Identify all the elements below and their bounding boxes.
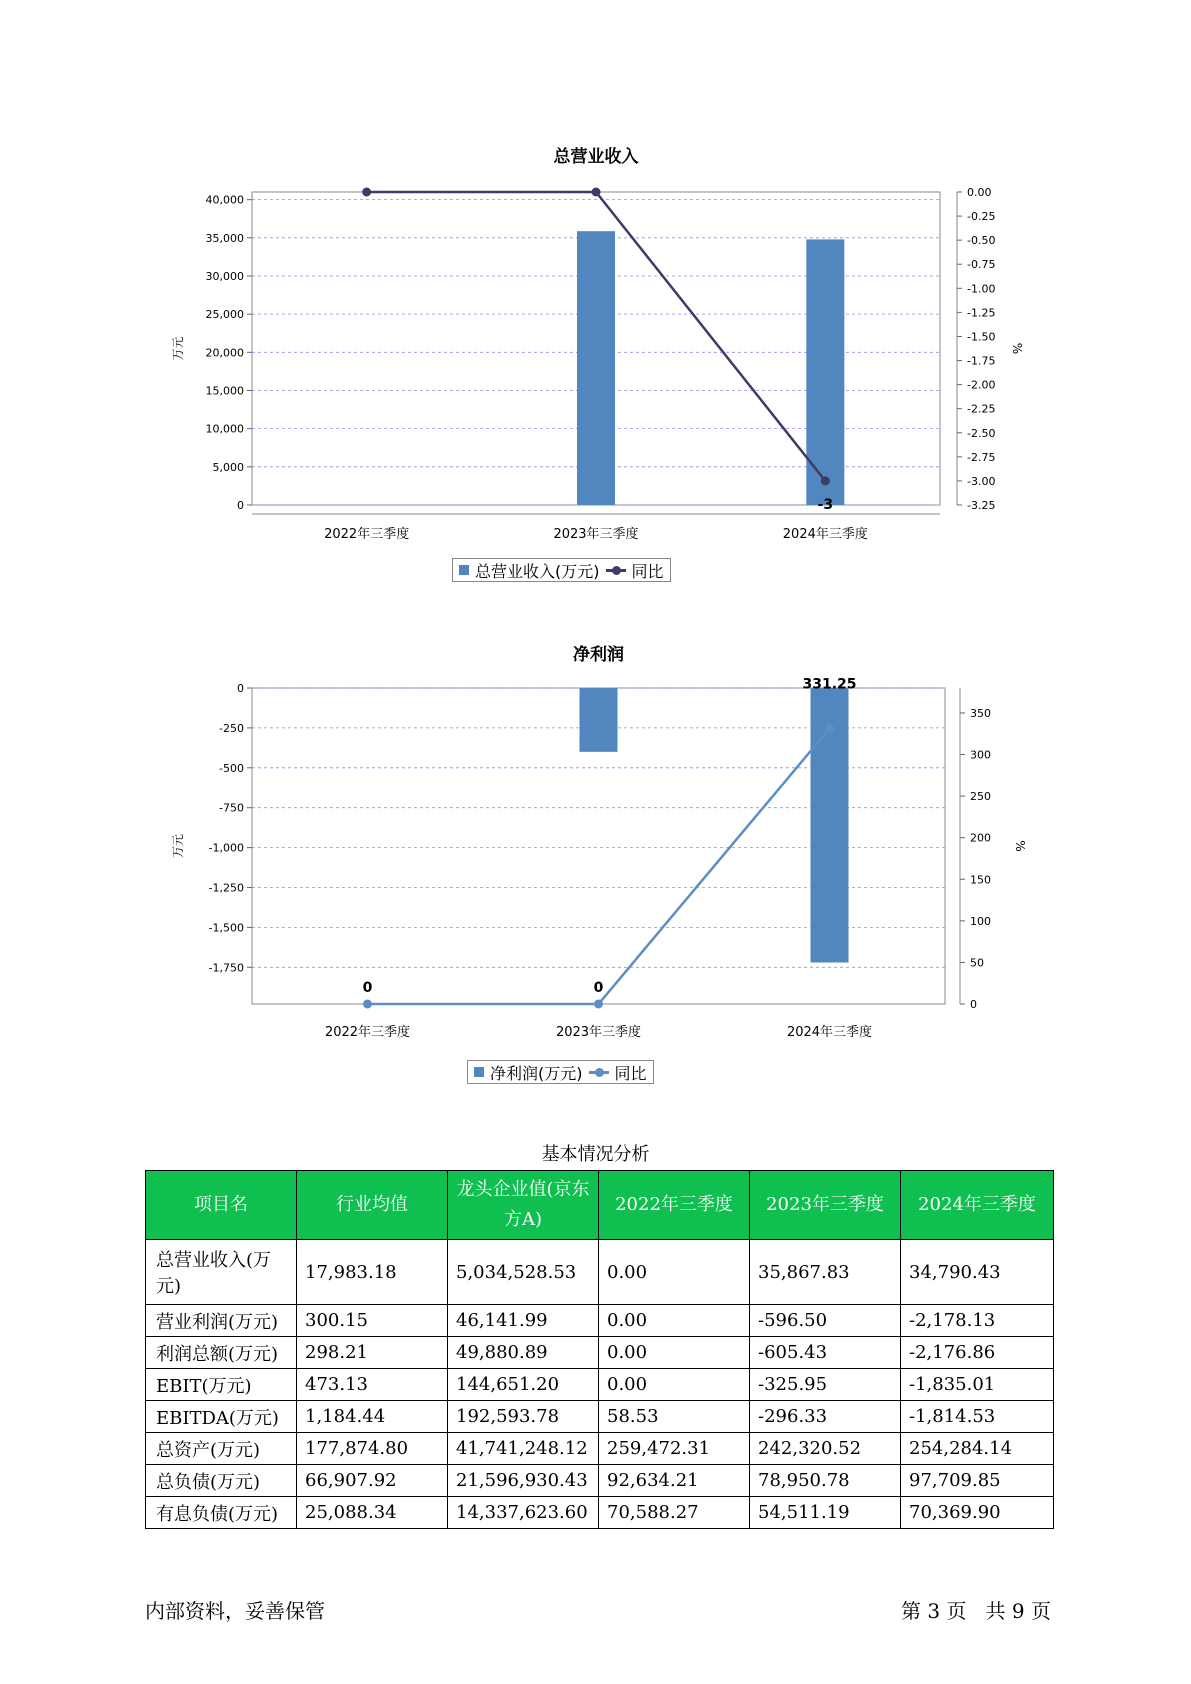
y2-axis-label: % <box>1013 840 1027 852</box>
data-label: -3 <box>817 496 834 513</box>
row-label-cell: 营业利润(万元) <box>146 1305 297 1337</box>
value-cell: 70,588.27 <box>599 1497 750 1529</box>
value-cell: 58.53 <box>599 1401 750 1433</box>
y2-tick-label: -2.25 <box>967 402 996 416</box>
y2-tick-label: -3.25 <box>967 499 996 512</box>
revenue-chart <box>170 140 1030 600</box>
y-tick-label: -1,750 <box>208 961 244 975</box>
value-cell: 1,184.44 <box>297 1401 448 1433</box>
y-tick-label: -500 <box>219 761 244 775</box>
table-row <box>146 1369 1054 1401</box>
y2-tick-label: -0.25 <box>967 210 996 224</box>
row-label-cell: 总资产(万元) <box>146 1433 297 1465</box>
value-cell: 49,880.89 <box>448 1337 599 1369</box>
value-cell: 298.21 <box>297 1337 448 1369</box>
value-cell: 0.00 <box>599 1305 750 1337</box>
value-cell: 70,369.90 <box>901 1497 1054 1529</box>
y2-axis-label: % <box>1010 342 1024 355</box>
table-caption: 基本情况分析 <box>541 1144 650 1165</box>
value-cell: 35,867.83 <box>750 1240 901 1305</box>
x-tick-label: 2022年三季度 <box>324 1025 411 1040</box>
y-tick-label: 20,000 <box>205 346 244 360</box>
y2-tick-label: -3.00 <box>967 474 996 488</box>
y-tick-label: -1,000 <box>208 841 244 855</box>
value-cell: 192,593.78 <box>448 1401 599 1433</box>
y-tick-label: -1,500 <box>208 921 244 935</box>
y2-tick-label: 50 <box>970 956 984 970</box>
value-cell: -2,176.86 <box>901 1337 1054 1369</box>
value-cell: 97,709.85 <box>901 1465 1054 1497</box>
value-cell: -296.33 <box>750 1401 901 1433</box>
legend-line-label: 同比 <box>631 561 664 581</box>
y-tick-label: 0 <box>237 499 244 512</box>
value-cell: 144,651.20 <box>448 1369 599 1401</box>
table-row <box>146 1465 1054 1497</box>
chart-title: 总营业收入 <box>553 147 639 167</box>
value-cell: 54,511.19 <box>750 1497 901 1529</box>
table-header-row <box>146 1171 1054 1240</box>
y-tick-label: 15,000 <box>205 384 244 398</box>
yoy-point <box>821 476 830 485</box>
y-tick-label: 0 <box>237 682 244 695</box>
value-cell: 78,950.78 <box>750 1465 901 1497</box>
footer-confidential: 内部资料，妥善保管 <box>145 1599 325 1623</box>
y2-tick-label: 350 <box>970 706 991 720</box>
data-label: 331.25 <box>802 676 857 693</box>
y-tick-label: 25,000 <box>205 308 244 322</box>
value-cell: 25,088.34 <box>297 1497 448 1529</box>
profit-legend <box>467 1060 654 1084</box>
profit-chart-svg <box>170 638 1030 1098</box>
revenue-chart-svg <box>170 140 1030 600</box>
value-cell: 254,284.14 <box>901 1433 1054 1465</box>
x-tick-label: 2023年三季度 <box>553 527 639 542</box>
value-cell: -596.50 <box>750 1305 901 1337</box>
header-cell: 2022年三季度 <box>599 1171 750 1240</box>
y2-tick-label: 0 <box>970 998 977 1011</box>
row-label-cell: EBIT(万元) <box>146 1369 297 1401</box>
y-tick-label: -750 <box>219 801 244 815</box>
y-axis-label: 万元 <box>171 336 185 361</box>
yoy-point <box>592 188 601 197</box>
table-row <box>146 1305 1054 1337</box>
value-cell: 17,983.18 <box>297 1240 448 1305</box>
y-tick-label: -250 <box>219 721 244 735</box>
value-cell: -325.95 <box>750 1369 901 1401</box>
value-cell: 5,034,528.53 <box>448 1240 599 1305</box>
row-label-cell: 总营业收入(万元) <box>146 1240 297 1305</box>
y2-tick-label: 250 <box>970 790 991 804</box>
y2-tick-label: 200 <box>970 831 991 845</box>
y-tick-label: 30,000 <box>205 269 244 283</box>
table-row <box>146 1401 1054 1433</box>
y-axis-label: 万元 <box>171 833 185 859</box>
legend-bar-swatch <box>459 565 469 575</box>
y-tick-label: 10,000 <box>205 422 244 436</box>
legend-bar-label: 总营业收入(万元) <box>475 561 600 581</box>
data-label: 0 <box>362 980 373 996</box>
y2-tick-label: -2.00 <box>967 378 996 392</box>
revenue-legend <box>452 558 671 582</box>
y2-tick-label: 150 <box>970 873 991 887</box>
y-tick-label: -1,250 <box>208 881 244 895</box>
value-cell: 92,634.21 <box>599 1465 750 1497</box>
y-tick-label: 40,000 <box>205 193 244 207</box>
legend-line-swatch <box>606 569 626 572</box>
data-label: 0 <box>593 980 604 996</box>
y-tick-label: 5,000 <box>212 460 244 474</box>
row-label-cell: 有息负债(万元) <box>146 1497 297 1529</box>
y2-tick-label: -2.75 <box>967 450 996 464</box>
table-row <box>146 1433 1054 1465</box>
x-tick-label: 2024年三季度 <box>786 1025 873 1040</box>
y2-tick-label: 300 <box>970 748 991 762</box>
yoy-point <box>825 724 834 733</box>
value-cell: -2,178.13 <box>901 1305 1054 1337</box>
value-cell: 21,596,930.43 <box>448 1465 599 1497</box>
y2-tick-label: -1.00 <box>967 282 996 296</box>
yoy-point <box>362 188 371 197</box>
y2-tick-label: 0.00 <box>967 186 992 199</box>
value-cell: 14,337,623.60 <box>448 1497 599 1529</box>
header-cell: 龙头企业值(京东方A) <box>448 1171 599 1240</box>
value-cell: 473.13 <box>297 1369 448 1401</box>
value-cell: -1,835.01 <box>901 1369 1054 1401</box>
row-label-cell: 总负债(万元) <box>146 1465 297 1497</box>
value-cell: 300.15 <box>297 1305 448 1337</box>
basic-analysis-table <box>145 1170 1054 1529</box>
y2-tick-label: -0.75 <box>967 258 996 272</box>
x-tick-label: 2022年三季度 <box>324 527 410 542</box>
value-cell: -1,814.53 <box>901 1401 1054 1433</box>
table-row <box>146 1497 1054 1529</box>
header-cell: 项目名 <box>146 1171 297 1240</box>
row-label-cell: 利润总额(万元) <box>146 1337 297 1369</box>
y2-tick-label: 100 <box>970 914 991 928</box>
table-row <box>146 1240 1054 1305</box>
legend-bar-label: 净利润(万元) <box>490 1063 583 1083</box>
value-cell: 66,907.92 <box>297 1465 448 1497</box>
legend-bar-swatch <box>474 1067 484 1077</box>
legend-line-label: 同比 <box>614 1063 647 1083</box>
y-tick-label: 35,000 <box>205 231 244 245</box>
table-row <box>146 1337 1054 1369</box>
value-cell: 0.00 <box>599 1337 750 1369</box>
bar <box>580 688 618 752</box>
legend-line-swatch <box>589 1071 609 1074</box>
y2-tick-label: -1.25 <box>967 306 996 320</box>
yoy-point <box>594 1000 603 1009</box>
profit-chart <box>170 638 1030 1098</box>
bar <box>577 231 615 505</box>
value-cell: 259,472.31 <box>599 1433 750 1465</box>
chart-title: 净利润 <box>573 645 624 665</box>
y2-tick-label: -1.75 <box>967 354 996 368</box>
x-tick-label: 2024年三季度 <box>782 527 868 542</box>
x-tick-label: 2023年三季度 <box>555 1025 642 1040</box>
header-cell: 行业均值 <box>297 1171 448 1240</box>
yoy-point <box>363 1000 372 1009</box>
value-cell: 0.00 <box>599 1369 750 1401</box>
value-cell: 242,320.52 <box>750 1433 901 1465</box>
value-cell: -605.43 <box>750 1337 901 1369</box>
y2-tick-label: -2.50 <box>967 426 996 440</box>
value-cell: 41,741,248.12 <box>448 1433 599 1465</box>
value-cell: 46,141.99 <box>448 1305 599 1337</box>
value-cell: 177,874.80 <box>297 1433 448 1465</box>
header-cell: 2024年三季度 <box>901 1171 1054 1240</box>
value-cell: 34,790.43 <box>901 1240 1054 1305</box>
footer-page-number: 第 3 页 共 9 页 <box>901 1599 1051 1623</box>
y2-tick-label: -1.50 <box>967 330 996 344</box>
header-cell: 2023年三季度 <box>750 1171 901 1240</box>
row-label-cell: EBITDA(万元) <box>146 1401 297 1433</box>
value-cell: 0.00 <box>599 1240 750 1305</box>
y2-tick-label: -0.50 <box>967 234 996 248</box>
